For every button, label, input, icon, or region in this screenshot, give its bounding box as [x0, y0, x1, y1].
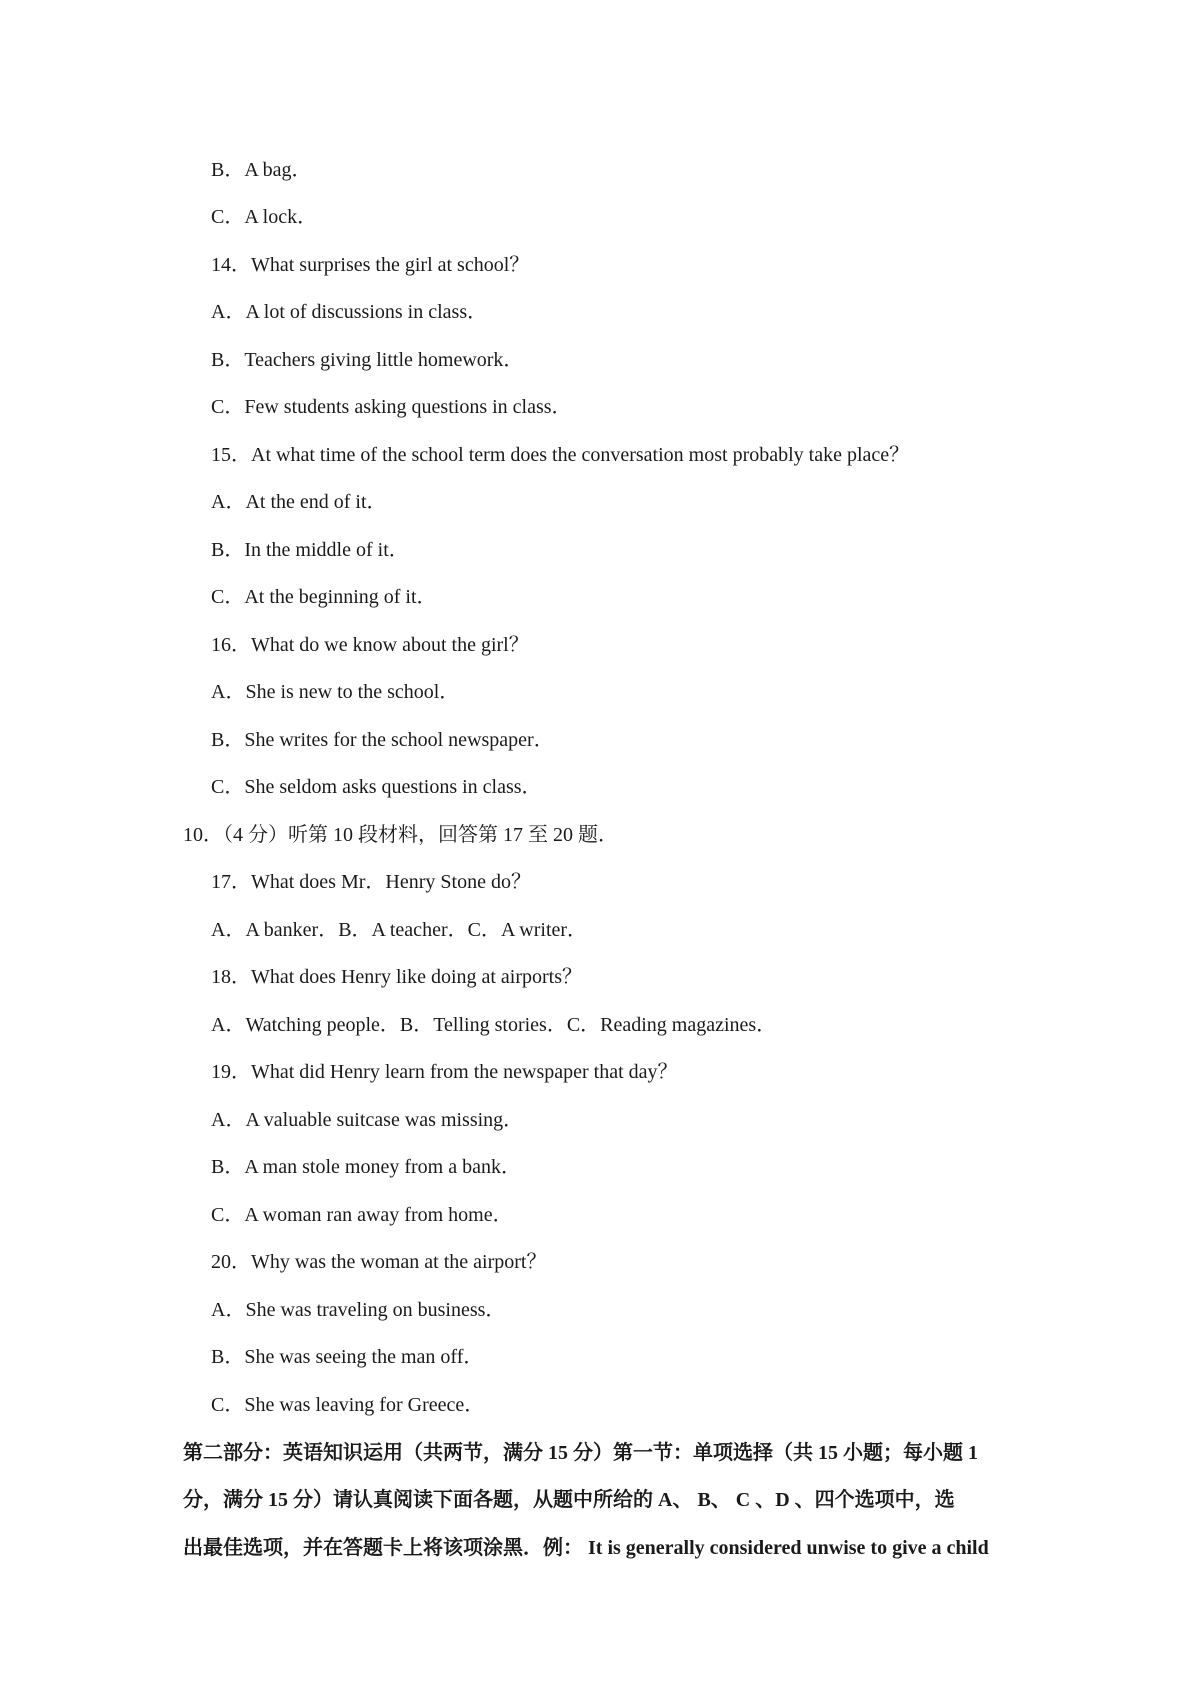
question-20-option-b: B．She was seeing the man off． — [211, 1346, 484, 1368]
question-20: 20．Why was the woman at the airport？ — [211, 1251, 547, 1273]
question-19-option-c: C．A woman ran away from home． — [211, 1204, 513, 1226]
question-14: 14．What surprises the girl at school？ — [211, 254, 530, 276]
question-18: 18．What does Henry like doing at airports？ — [211, 966, 583, 988]
question-15-option-a: A．At the end of it． — [211, 491, 387, 513]
option-b-bag: B．A bag． — [211, 159, 312, 181]
question-15-option-b: B．In the middle of it． — [211, 539, 409, 561]
question-15-option-c: C．At the beginning of it． — [211, 586, 437, 608]
question-16: 16．What do we know about the girl？ — [211, 634, 529, 656]
question-16-option-c: C．She seldom asks questions in class． — [211, 776, 542, 798]
question-16-option-b: B．She writes for the school newspaper． — [211, 729, 554, 751]
question-14-option-b: B．Teachers giving little homework． — [211, 349, 524, 371]
question-17: 17．What does Mr．Henry Stone do？ — [211, 871, 531, 893]
section-10-header: 10．（4 分）听第 10 段材料，回答第 17 至 20 题． — [183, 824, 618, 846]
section-2-instructions-line-3: 出最佳选项，并在答题卡上将该项涂黑．例： It is generally considered unwise to give a child — [183, 1537, 989, 1559]
question-20-option-a: A．She was traveling on business． — [211, 1299, 506, 1321]
question-16-option-a: A．She is new to the school． — [211, 681, 460, 703]
question-14-option-a: A．A lot of discussions in class． — [211, 301, 488, 323]
question-15: 15．At what time of the school term does the conversation most probably take place？ — [211, 444, 910, 466]
option-c-lock: C．A lock． — [211, 206, 318, 228]
question-19: 19．What did Henry learn from the newspaper that day？ — [211, 1061, 678, 1083]
question-19-option-b: B．A man stole money from a bank． — [211, 1156, 521, 1178]
section-2-instructions-line-2: 分，满分 15 分）请认真阅读下面各题，从题中所给的 A、 B、 C 、D 、四个选项中，选 — [183, 1489, 955, 1511]
question-14-option-c: C．Few students asking questions in class． — [211, 396, 572, 418]
question-19-option-a: A．A valuable suitcase was missing． — [211, 1109, 524, 1131]
section-2-instructions-line-1: 第二部分：英语知识运用（共两节，满分 15 分）第一节：单项选择（共 15 小题；每小题 1 — [183, 1442, 978, 1464]
question-18-options: A．Watching people．B．Telling stories．C．Reading magazines． — [211, 1014, 777, 1036]
question-20-option-c: C．She was leaving for Greece． — [211, 1394, 485, 1416]
question-17-options: A．A banker．B．A teacher．C．A writer． — [211, 919, 588, 941]
